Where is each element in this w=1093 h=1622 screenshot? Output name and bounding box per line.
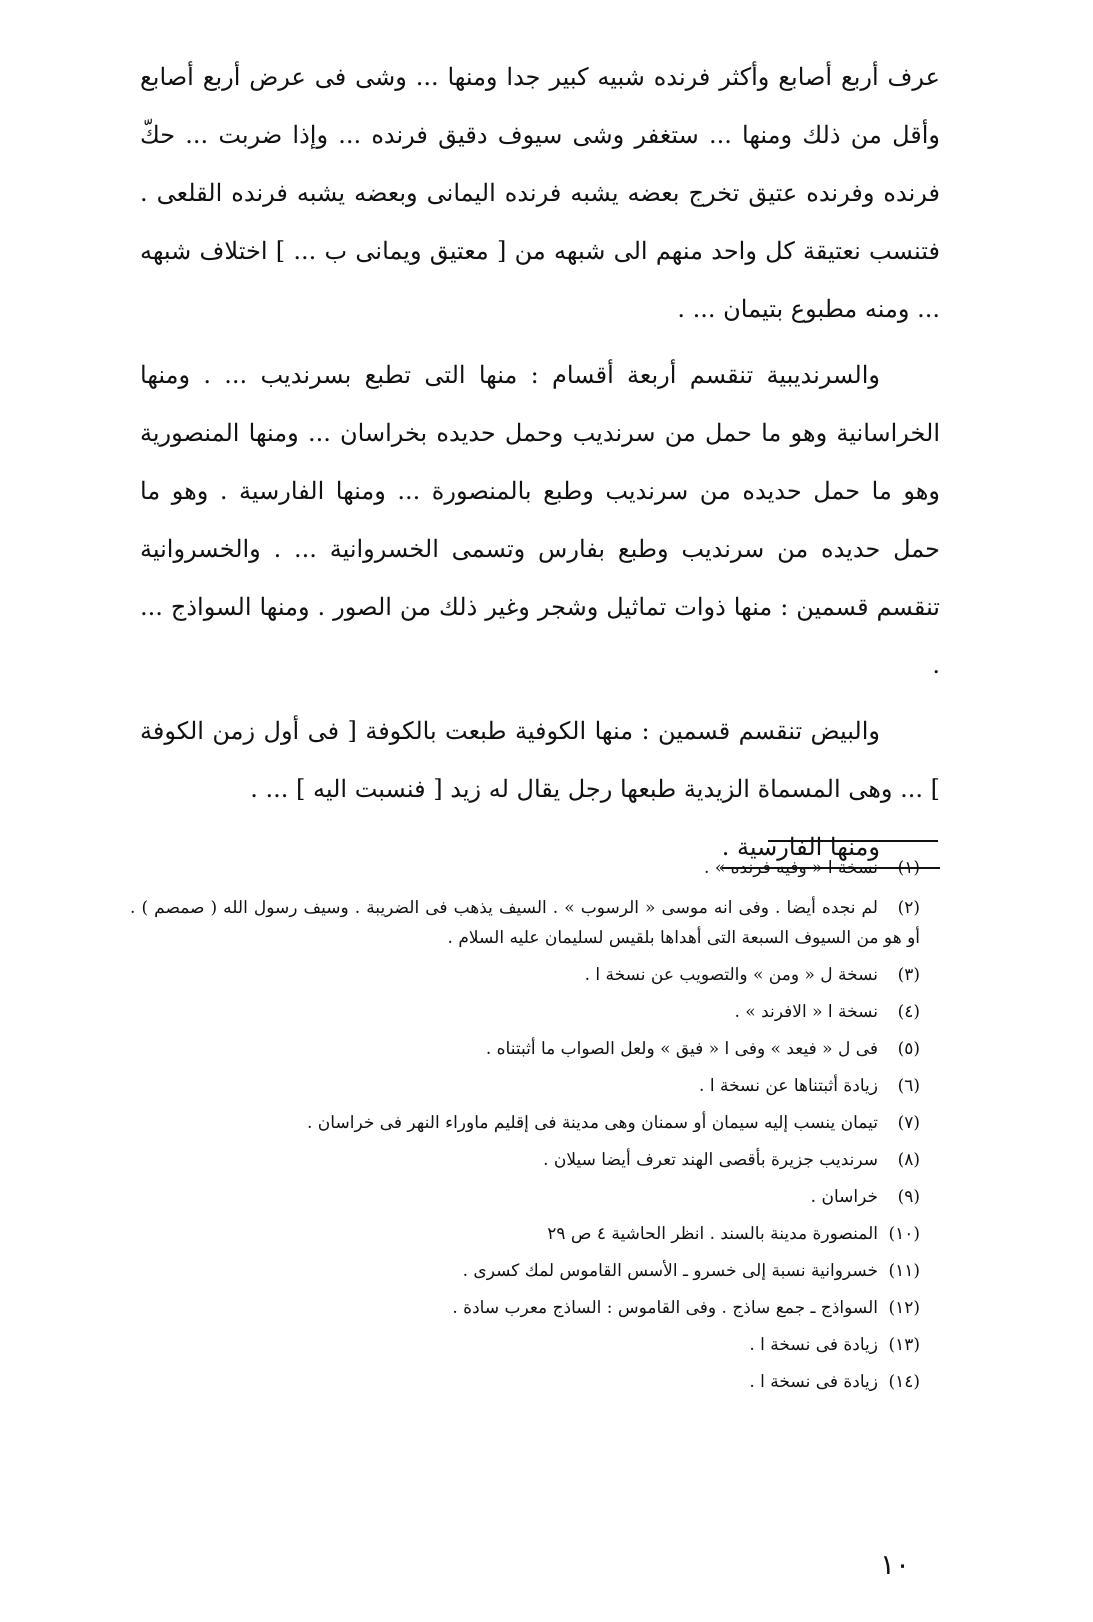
footnote-number: (١٤) [888, 1372, 920, 1392]
footnote-text: السواذج ـ جمع ساذج . وفى القاموس : الساذج معرب سادة . [452, 1298, 878, 1318]
footnote-text: خسروانية نسبة إلى خسرو ـ الأسس القاموس لمك كسرى . [462, 1261, 878, 1281]
footnote [130, 1216, 920, 1253]
footnote [130, 1031, 920, 1068]
footnote-number: (٧) [897, 1113, 920, 1133]
footnote [130, 1327, 920, 1364]
footnote-number: (١) [897, 858, 920, 878]
footnote-number: (١٠) [888, 1224, 920, 1244]
main-text [140, 48, 940, 884]
footnote-number: (٢) [897, 898, 920, 918]
footnote-separator [768, 840, 938, 842]
footnotes [130, 850, 920, 1401]
paragraph-2: والسرنديبية تنقسم أربعة أقسام : منها التى تطبع بسرنديب ... . ومنها الخراسانية وهو ما حمل من سرنديب وحمل حديده بخراسان ... ومنها المنصورية وهو ما حمل حديده من سرنديب وطبع بالمنصورة ... ومنها الفارسية . وهو ما حمل حديده من سرنديب وطبع بفارس وتسمى الخسروانية ... . والخسروانية تنقسم قسمين : منها ذوات تماثيل وشجر وغير ذلك من الصور . ومنها السواذج ... . [140, 361, 941, 679]
footnote-number: (١١) [888, 1261, 920, 1281]
footnote-text: نسخة ل « ومن » والتصويب عن نسخة ا . [584, 965, 878, 985]
footnote-text: سرنديب جزيرة بأقصى الهند تعرف أيضا سيلان . [543, 1150, 878, 1170]
footnote-text: المنصورة مدينة بالسند . انظر الحاشية ٤ ص ٢٩ [547, 1224, 878, 1244]
footnote-number: (٤) [897, 1002, 920, 1022]
footnote [130, 1068, 920, 1105]
footnote-text: زيادة فى نسخة ا . [749, 1335, 878, 1355]
footnote-number: (٥) [897, 1039, 920, 1059]
footnote-number: (٩) [897, 1187, 920, 1207]
footnote [130, 1105, 920, 1142]
footnote-text: لم نجده أيضا . وفى انه موسى « الرسوب » . السيف يذهب فى الضريبة . وسيف رسول الله ( صمصم ) . أو هو من السيوف السبعة التى أهداها بلقيس لسليمان عليه السلام . [130, 898, 920, 948]
footnote-text: زيادة أثبتناها عن نسخة ا . [699, 1076, 878, 1096]
footnote-number: (٨) [897, 1150, 920, 1170]
footnote [130, 1179, 920, 1216]
footnote [130, 850, 920, 887]
footnote [130, 1364, 920, 1401]
footnote-text: تيمان ينسب إليه سيمان أو سمنان وهى مدينة فى إقليم ماوراء النهر فى خراسان . [307, 1113, 878, 1133]
paragraph-3-tail: ومنها الفارسية . [722, 827, 940, 869]
paragraph-3-text: والبيض تنقسم قسمين : منها الكوفية طبعت بالكوفة [ فى أول زمن الكوفة ] ... وهى المسماة الزيدية طبعها رجل يقال له زيد [ فنسبت اليه ] ... . [140, 717, 940, 803]
footnote [130, 994, 920, 1031]
footnote-text: نسخة ا « وفيه فرنده » . [704, 858, 878, 878]
footnote-number: (١٣) [888, 1335, 920, 1355]
footnote [130, 957, 920, 994]
footnote-number: (١٢) [888, 1298, 920, 1318]
footnote-text: زيادة فى نسخة ا . [749, 1372, 878, 1392]
page-number: ١٠ [880, 1548, 911, 1581]
footnote-text: نسخة ا « الافرند » . [734, 1002, 878, 1022]
footnote [130, 1142, 920, 1179]
footnote [130, 1290, 920, 1327]
footnote-number: (٣) [897, 965, 920, 985]
footnote-text: خراسان . [810, 1187, 878, 1207]
footnote [130, 887, 920, 957]
footnote [130, 1253, 920, 1290]
footnote-text: فى ل « فيعد » وفى ا « فيق » ولعل الصواب ما أثبتناه . [485, 1039, 878, 1059]
footnote-number: (٦) [897, 1076, 920, 1096]
paragraph-1: عرف أربع أصابع وأكثر فرنده شبيه كبير جدا ومنها ... وشى فى عرض أربع أصابع وأقل من ذلك ومنها ... ستغفر وشى سيوف دقيق فرنده ... وإذا ضربت ... حكّ فرنده وفرنده عتيق تخرج بعضه يشبه فرنده اليمانى وبعضه يشبه فرنده القلعى . فتنسب نعتيقة كل واحد منهم الى شبهه من [ معتيق ويمانى ب ... ] اختلاف شبهه ... ومنه مطبوع بتيمان ... . [140, 63, 940, 323]
